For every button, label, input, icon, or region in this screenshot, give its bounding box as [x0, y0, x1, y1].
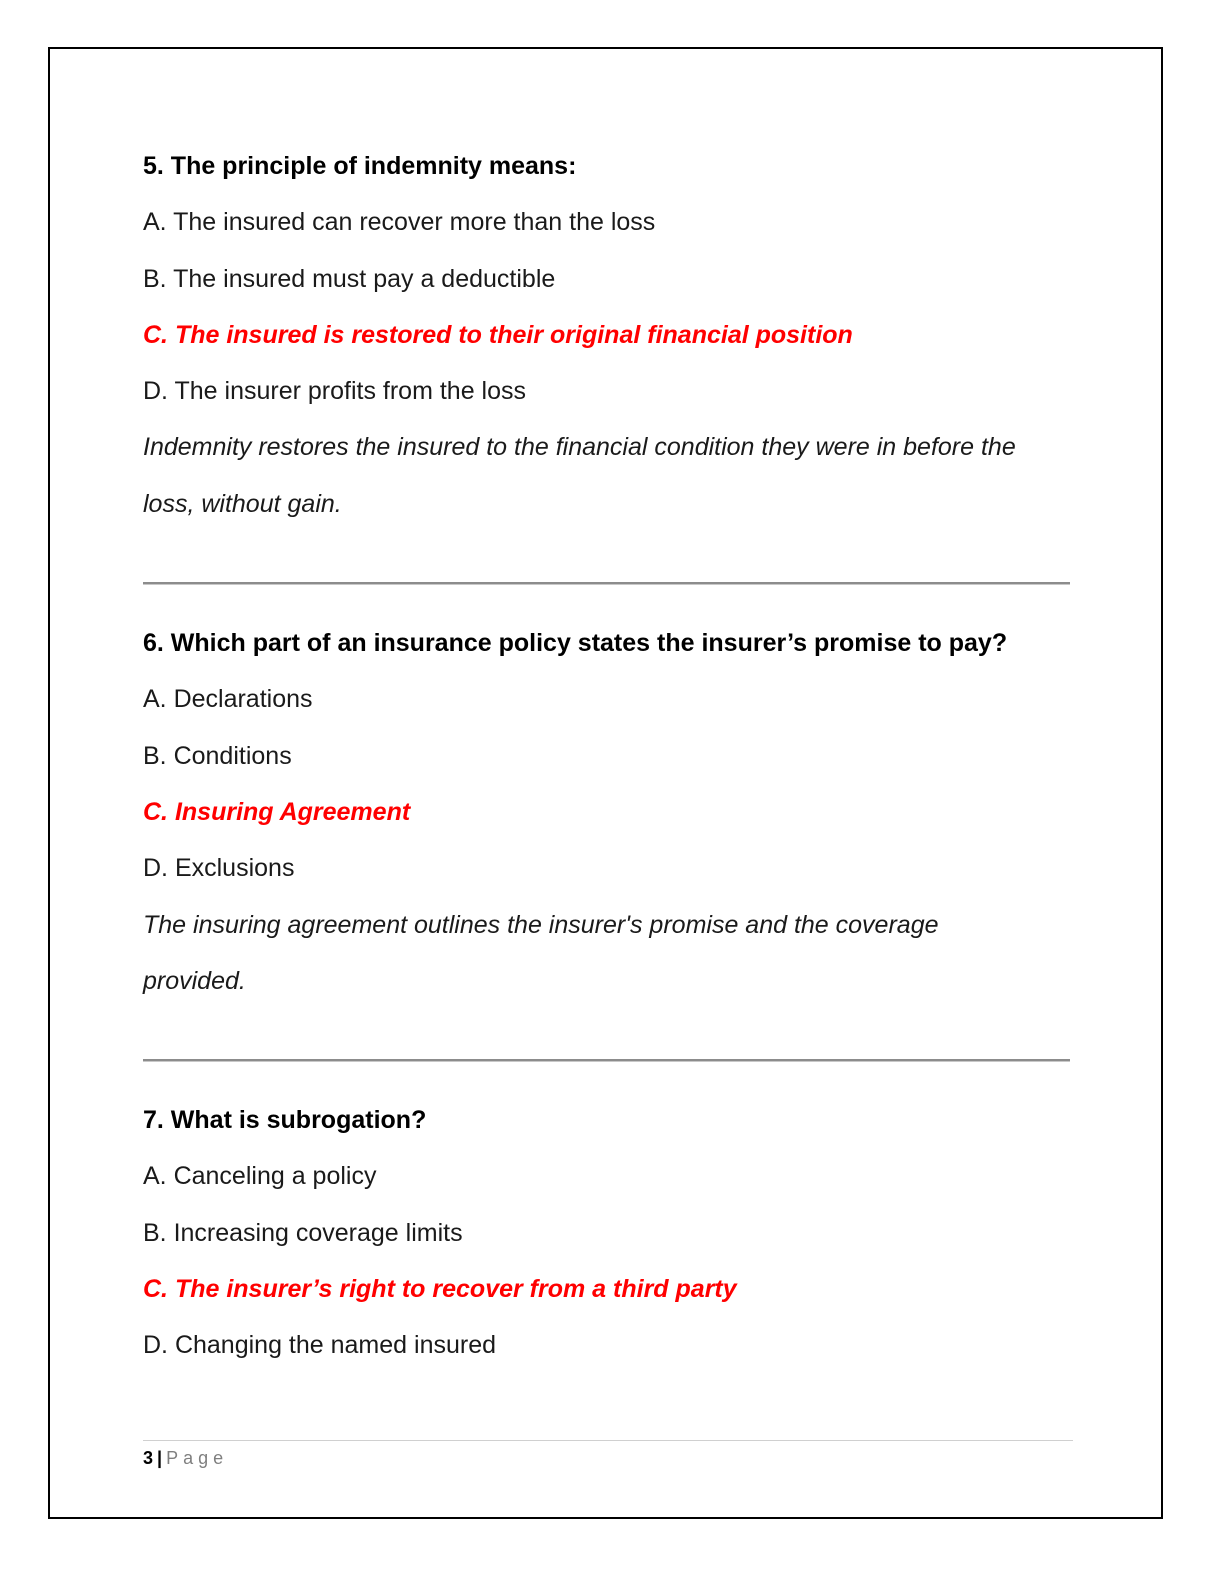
option-c-correct-answer: C. Insuring Agreement	[143, 797, 411, 826]
option-c-correct-answer: C. The insurer’s right to recover from a third party	[143, 1275, 737, 1304]
page-word: Page	[166, 1448, 229, 1468]
page-number: 3	[143, 1448, 154, 1468]
option-a: A. Canceling a policy	[143, 1162, 377, 1191]
page-number-label	[143, 1447, 1073, 1469]
option-c-correct-answer: C. The insured is restored to their original financial position	[143, 320, 853, 349]
footer-separator: |	[157, 1448, 163, 1468]
question-5	[143, 138, 1073, 532]
option-b: B. The insured must pay a deductible	[143, 264, 556, 293]
explanation: Indemnity restores the insured to the financial condition they were in before the loss, without gain.	[143, 433, 1016, 518]
question-title: 5. The principle of indemnity means:	[143, 152, 577, 180]
question-6	[143, 615, 1073, 1009]
option-a: A. Declarations	[143, 685, 313, 714]
question-title: 6. Which part of an insurance policy states the insurer’s promise to pay?	[143, 629, 1008, 658]
option-d: D. Exclusions	[143, 854, 295, 883]
section-divider	[143, 582, 1070, 585]
option-b: B. Conditions	[143, 741, 292, 770]
page-footer	[143, 1440, 1073, 1469]
question-7	[143, 1092, 1073, 1373]
page-content	[143, 138, 1073, 1374]
explanation: The insuring agreement outlines the insurer's promise and the coverage provided.	[143, 910, 939, 995]
question-title: 7. What is subrogation?	[143, 1106, 427, 1135]
option-d: D. Changing the named insured	[143, 1331, 497, 1360]
option-a: A. The insured can recover more than the loss	[143, 208, 656, 237]
option-d: D. The insurer profits from the loss	[143, 377, 527, 406]
footer-rule	[143, 1440, 1073, 1441]
section-divider	[143, 1059, 1070, 1062]
option-b: B. Increasing coverage limits	[143, 1218, 463, 1247]
